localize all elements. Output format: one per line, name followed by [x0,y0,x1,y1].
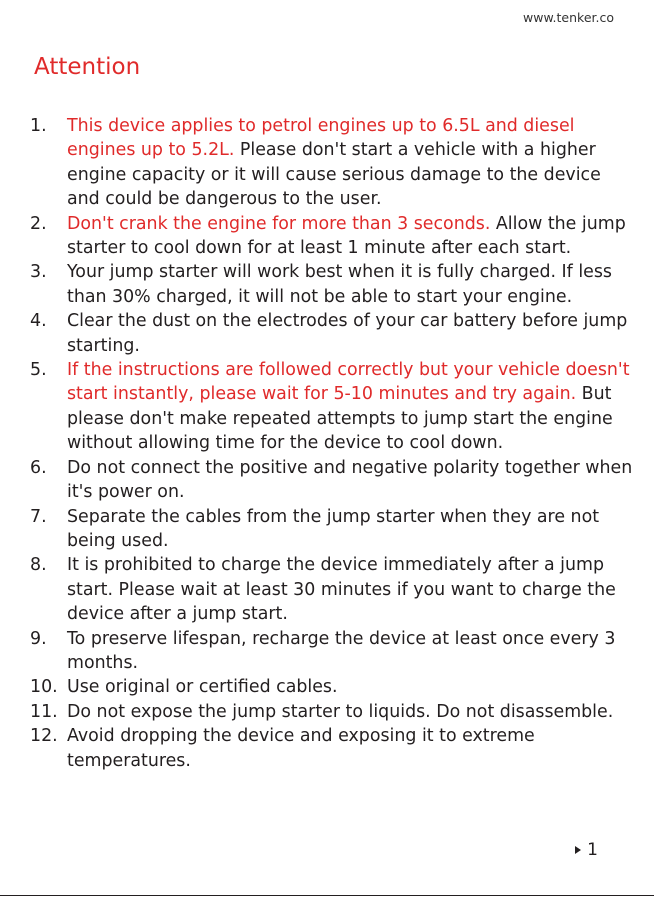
item-body: Separate the cables from the jump starter when they are not being used. [67,506,600,551]
item-body: But please don't make repeated attempts to jump start the engine without allowing time for the device to cool down. [67,384,613,454]
item-text [67,675,635,699]
item-body: Allow the jump starter to cool down for at least 1 minute after each start. [67,213,626,259]
page-number [575,840,598,860]
item-number: 2. [30,213,47,234]
item-body: It is prohibited to charge the device immediately after a jump start. Please wait at least 30 minutes if you want to charge the device after a jump start. [67,555,616,625]
item-number: 10. [30,677,58,698]
item-body: Please don't start a vehicle with a higher engine capacity or it will cause serious damage to the device and could be dangerous to the user. [67,140,601,210]
item-text [67,456,635,505]
list-item [30,212,635,261]
list-item [30,358,635,456]
item-number: 6. [30,457,47,478]
item-body: Do not expose the jump starter to liquids. Do not disassemble. [67,701,614,722]
item-body: Use original or certified cables. [67,677,338,698]
item-number: 11. [30,701,58,722]
bottom-divider [0,895,654,896]
item-warning-highlight: Don't crank the engine for more than 3 seconds. [67,213,491,234]
item-body: Clear the dust on the electrodes of your car battery before jump starting. [67,311,628,356]
item-text [67,700,635,724]
list-item [30,553,635,626]
list-item [30,700,635,724]
list-item [30,505,635,554]
item-body: Your jump starter will work best when it is fully charged. If less than 30% charged, it will not be able to start your engine. [67,262,612,307]
page-title: Attention [34,54,141,80]
item-number: 9. [30,628,47,649]
list-item [30,675,635,699]
item-body: To preserve lifespan, recharge the device at least once every 3 months. [67,628,616,673]
page-number-label: 1 [587,840,598,860]
item-body: Do not connect the positive and negative polarity together when it's power on. [67,457,633,503]
item-number: 3. [30,262,47,283]
item-text [67,724,635,773]
item-text [67,309,635,358]
item-text [67,260,635,309]
item-number: 7. [30,506,47,527]
item-text [67,627,635,676]
item-warning-highlight: If the instructions are followed correctly but your vehicle doesn't start instantly, please wait for 5-10 minutes and try again. [67,360,630,405]
list-item [30,627,635,676]
item-number: 8. [30,555,47,576]
list-item [30,724,635,773]
list-item [30,456,635,505]
site-url: www.tenker.co [523,10,614,25]
list-item [30,114,635,212]
item-number: 1. [30,116,47,136]
item-text [67,553,635,626]
attention-list [30,114,635,773]
item-body: Avoid dropping the device and exposing it to extreme temperatures. [67,726,535,771]
item-text [67,505,635,554]
item-text [67,358,635,456]
item-number: 5. [30,360,47,381]
item-number: 12. [30,726,58,747]
item-number: 4. [30,311,47,332]
list-item [30,309,635,358]
item-text [67,212,635,261]
list-item [30,260,635,309]
item-warning-highlight: This device applies to petrol engines up to 6.5L and diesel engines up to 5.2L. [67,116,575,161]
triangle-right-icon [575,846,581,854]
item-text [67,114,635,212]
